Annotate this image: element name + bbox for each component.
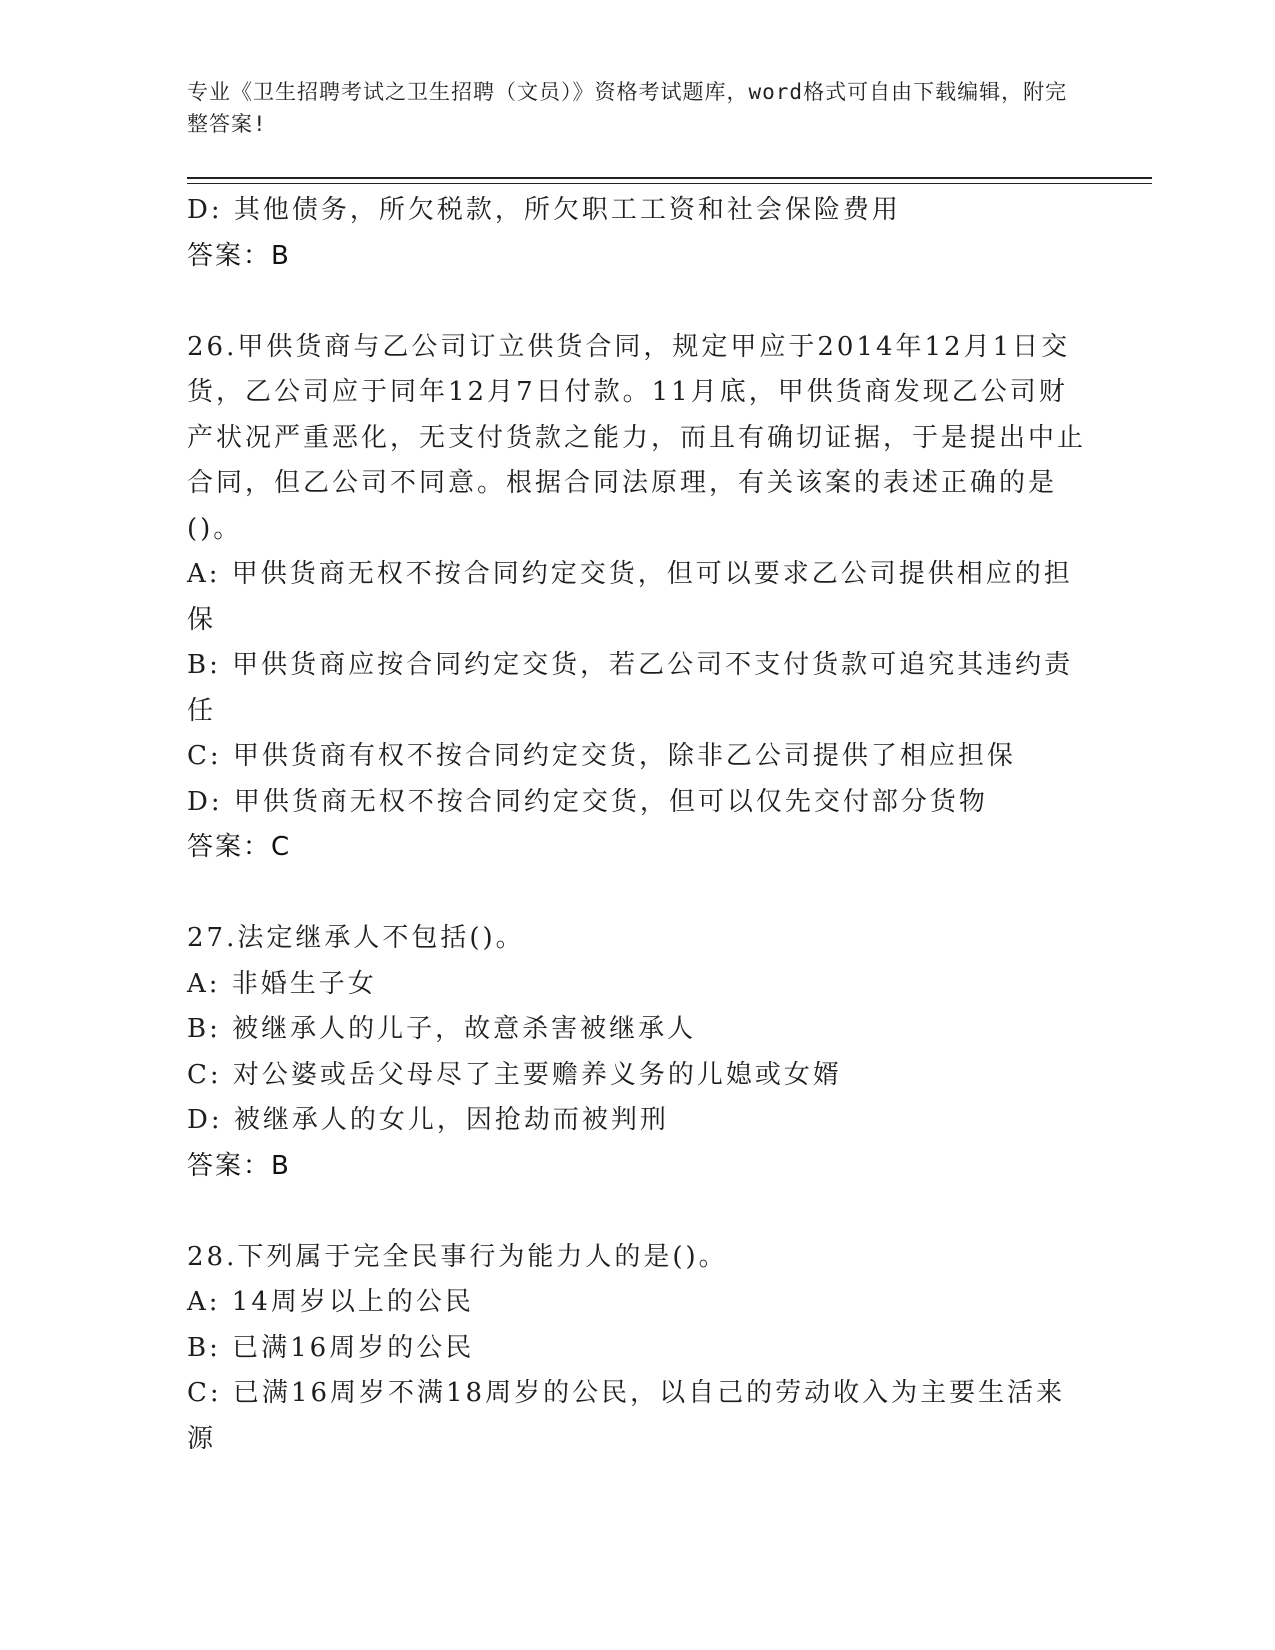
question-27-option-d: D: 被继承人的女儿，因抢劫而被判刑 bbox=[187, 1105, 669, 1135]
question-28-stem: 28.下列属于完全民事行为能力人的是()。 bbox=[187, 1241, 728, 1272]
question-26-answer: 答案：C bbox=[187, 832, 292, 862]
question-27-answer: 答案：B bbox=[187, 1150, 291, 1181]
question-26-option-c: C: 甲供货商有权不按合同约定交货，除非乙公司提供了相应担保 bbox=[187, 741, 1016, 771]
spacer bbox=[187, 279, 1087, 325]
question-content bbox=[187, 188, 1087, 1462]
question-28-option-b: B: 已满16周岁的公民 bbox=[187, 1332, 475, 1363]
question-26-option-a: A: 甲供货商无权不按合同约定交货，但可以要求乙公司提供相应的担保 bbox=[187, 559, 1073, 635]
page-header: 专业《卫生招聘考试之卫生招聘（文员）》资格考试题库，word格式可自由下载编辑，附完整答案! bbox=[187, 80, 1068, 136]
question-28-option-a: A: 14周岁以上的公民 bbox=[187, 1287, 474, 1317]
prev-option-d: D: 其他债务，所欠税款，所欠职工工资和社会保险费用 bbox=[187, 195, 901, 225]
question-27-option-a: A: 非婚生子女 bbox=[187, 968, 377, 999]
question-28-option-c: C: 已满16周岁不满18周岁的公民，以自己的劳动收入为主要生活来源 bbox=[187, 1378, 1066, 1454]
question-26-stem: 26.甲供货商与乙公司订立供货合同，规定甲应于2014年12月1日交货，乙公司应于同年12月7日付款。11月底，甲供货商发现乙公司财产状况严重恶化，无支付货款之能力，而且有确切证据，于是提出中止合同，但乙公司不同意。根据合同法原理，有关该案的表述正确的是()。 bbox=[187, 331, 1087, 544]
question-26-option-d: D: 甲供货商无权不按合同约定交货，但可以仅先交付部分货物 bbox=[187, 786, 988, 817]
question-27-stem: 27.法定继承人不包括()。 bbox=[187, 923, 525, 953]
question-26-option-b: B: 甲供货商应按合同约定交货，若乙公司不支付货款可追究其违约责任 bbox=[187, 650, 1074, 726]
spacer bbox=[187, 1189, 1087, 1235]
header-rule-thin bbox=[187, 183, 1152, 184]
header-rule-thick bbox=[187, 177, 1152, 179]
spacer bbox=[187, 871, 1087, 917]
prev-answer: 答案：B bbox=[187, 240, 291, 271]
question-27-option-b: B: 被继承人的儿子，故意杀害被继承人 bbox=[187, 1014, 697, 1044]
question-27-option-c: C: 对公婆或岳父母尽了主要赡养义务的儿媳或女婿 bbox=[187, 1059, 842, 1090]
